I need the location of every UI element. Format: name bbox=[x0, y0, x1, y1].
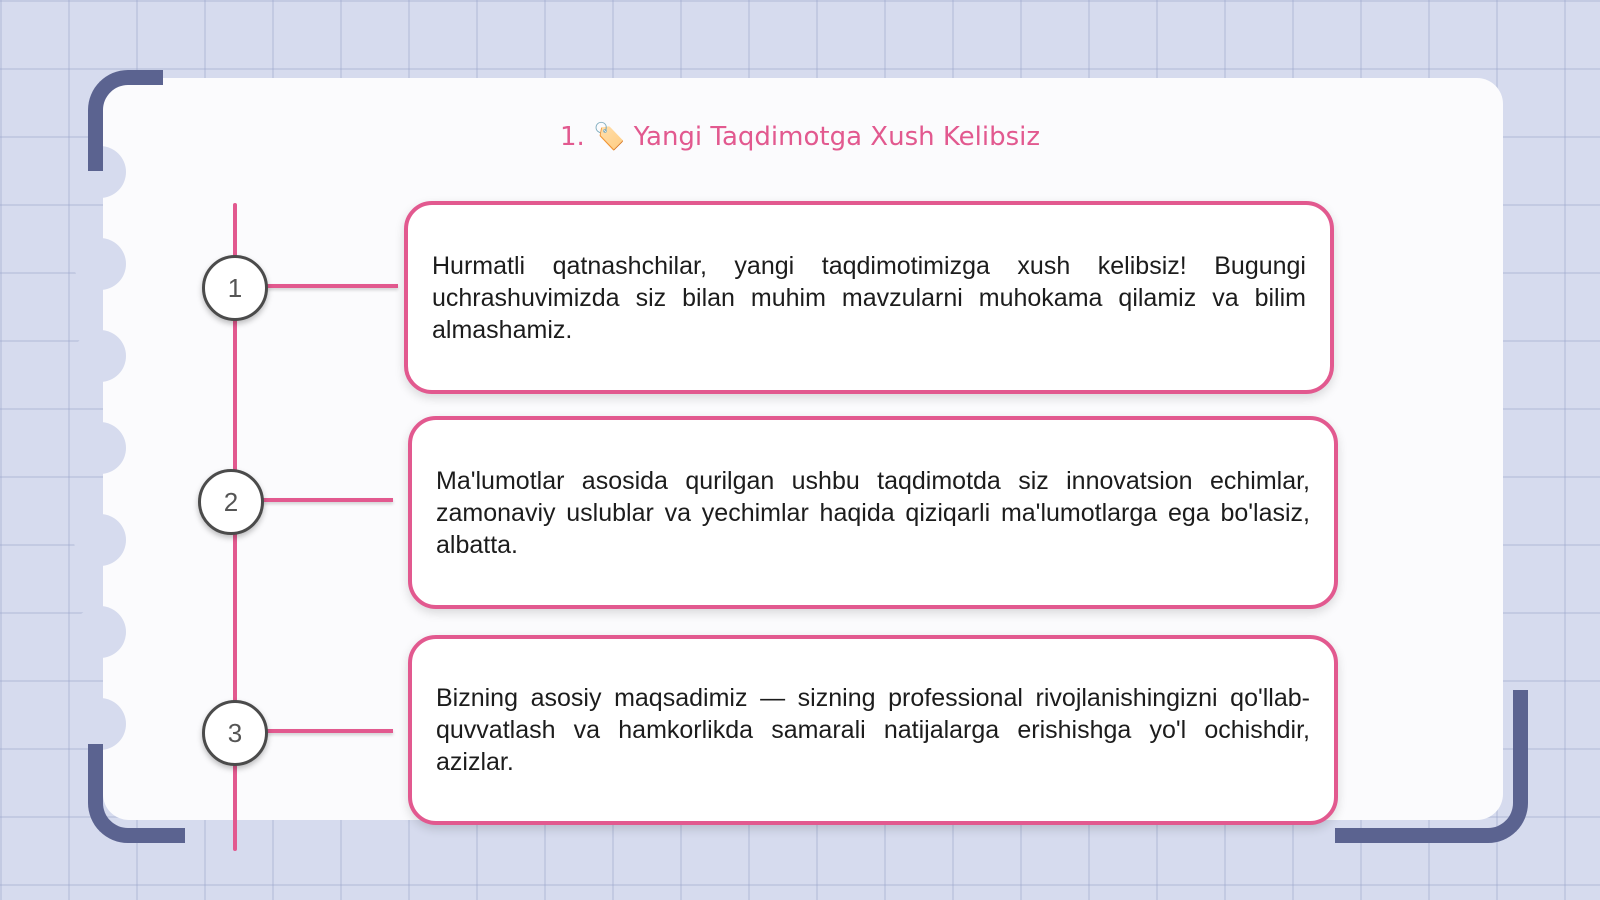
timeline-connector bbox=[264, 729, 393, 733]
card-edge-scallop bbox=[74, 698, 126, 750]
step-number-badge: 3 bbox=[202, 700, 268, 766]
step-number-badge: 2 bbox=[198, 469, 264, 535]
frame-corner-top-left bbox=[88, 70, 163, 171]
card-edge-scallop bbox=[74, 330, 126, 382]
timeline-connector bbox=[260, 498, 393, 502]
frame-corner-bottom-right bbox=[1335, 690, 1528, 843]
step-card bbox=[408, 635, 1338, 825]
step-text: Bizning asosiy maqsadimiz — sizning professional rivojlanishingizni qo'llab-quvvatlash va hamkorlikda samarali natijalarga erishishga yo'l ochishdir, azizlar. bbox=[436, 684, 1310, 776]
card-edge-scallop bbox=[74, 238, 126, 290]
step-text: Hurmatli qatnashchilar, yangi taqdimotimizga xush kelibsiz! Bugungi uchrashuvimizda siz bilan muhim mavzularni muhokama qilamiz va bilim almashamiz. bbox=[432, 251, 1306, 344]
step-number-badge: 1 bbox=[202, 255, 268, 321]
card-edge-scallop bbox=[74, 514, 126, 566]
step-text: Ma'lumotlar asosida qurilgan ushbu taqdimotda siz innovatsion echimlar, zamonaviy uslublar va yechimlar haqida qiziqarli ma'lumotlarga ega bo'lasiz, albatta. bbox=[436, 466, 1310, 559]
frame-corner-bottom-left bbox=[88, 744, 185, 843]
slide-title: 1. 🏷️ Yangi Taqdimotga Xush Kelibsiz bbox=[560, 122, 1040, 152]
step-card bbox=[408, 416, 1338, 609]
step-card bbox=[404, 201, 1334, 394]
card-edge-scallop bbox=[74, 422, 126, 474]
timeline-connector bbox=[264, 284, 398, 288]
card-edge-scallop bbox=[74, 606, 126, 658]
